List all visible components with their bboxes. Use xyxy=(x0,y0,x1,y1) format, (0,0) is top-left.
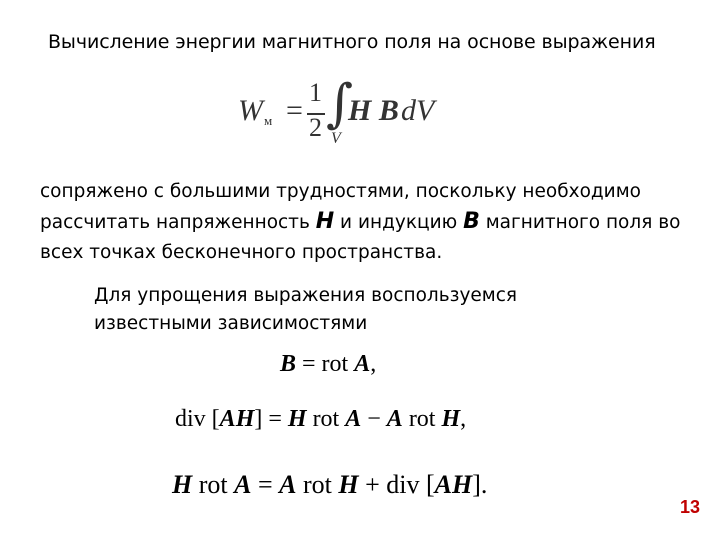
formula3-a: A xyxy=(234,470,252,499)
integral-sign: ∫ xyxy=(326,74,354,134)
difficulty-paragraph xyxy=(40,177,710,268)
formula1-tail: , xyxy=(370,351,377,377)
formula-b-rot-a xyxy=(280,351,376,378)
formula-h-rot-a xyxy=(172,470,487,500)
formula2-a2: A xyxy=(345,406,362,432)
formula2-rot1: rot xyxy=(306,406,346,432)
formula2-h2: H xyxy=(287,406,307,432)
paragraph-text-2: и индукцию xyxy=(334,212,464,233)
paragraph-text-3: магнитного поля во всех точках бесконечного пространства. xyxy=(40,212,681,263)
differential: dV xyxy=(401,94,435,127)
energy-symbol: W xyxy=(238,94,263,127)
formula2-mid: ] = xyxy=(254,406,288,432)
page-number: 13 xyxy=(680,497,701,517)
formula1-op: = rot xyxy=(296,351,355,377)
paragraph-text-1: сопряжено с большими трудностями, поскольку необходимо рассчитать напряженность xyxy=(40,181,641,233)
integrand: H B xyxy=(348,94,399,127)
formula3-a3: A xyxy=(434,470,452,499)
symbol-b: B xyxy=(463,209,480,234)
simplification-paragraph: Для упрощения выражения воспользуемся известными зависимостями xyxy=(94,285,518,334)
formula2-rot2: rot xyxy=(402,406,442,432)
formula3-plus: + div [ xyxy=(358,470,435,499)
formula3-eq: = xyxy=(251,470,280,499)
formula3-h2: H xyxy=(338,470,359,499)
formula2-minus: − xyxy=(361,406,387,432)
equals-sign: = xyxy=(286,94,303,127)
formula2-tail: , xyxy=(460,406,467,432)
formula3-rot1: rot xyxy=(192,470,235,499)
formula2-h3: H xyxy=(441,406,461,432)
formula1-arg: A xyxy=(354,351,371,377)
formula3-h3: H xyxy=(452,470,473,499)
fraction-denominator: 2 xyxy=(309,113,322,142)
energy-subscript: м xyxy=(264,113,273,128)
formula3-tail: ]. xyxy=(472,470,488,499)
formula2-pre: div [ xyxy=(175,406,220,432)
symbol-h: H xyxy=(315,209,335,234)
formula3-rot2: rot xyxy=(296,470,339,499)
slide-title: Вычисление энергии магнитного поля на основе выражения xyxy=(48,31,656,53)
formula1-lhs: B xyxy=(280,351,297,377)
fraction-numerator: 1 xyxy=(309,78,322,107)
formula3-h: H xyxy=(172,470,193,499)
formula3-a2: A xyxy=(279,470,297,499)
formula-div-ah xyxy=(175,406,466,433)
formula2-a: A xyxy=(219,406,236,432)
formula2-a3: A xyxy=(386,406,403,432)
integral-domain: V xyxy=(331,130,341,147)
formula2-h: H xyxy=(235,406,255,432)
